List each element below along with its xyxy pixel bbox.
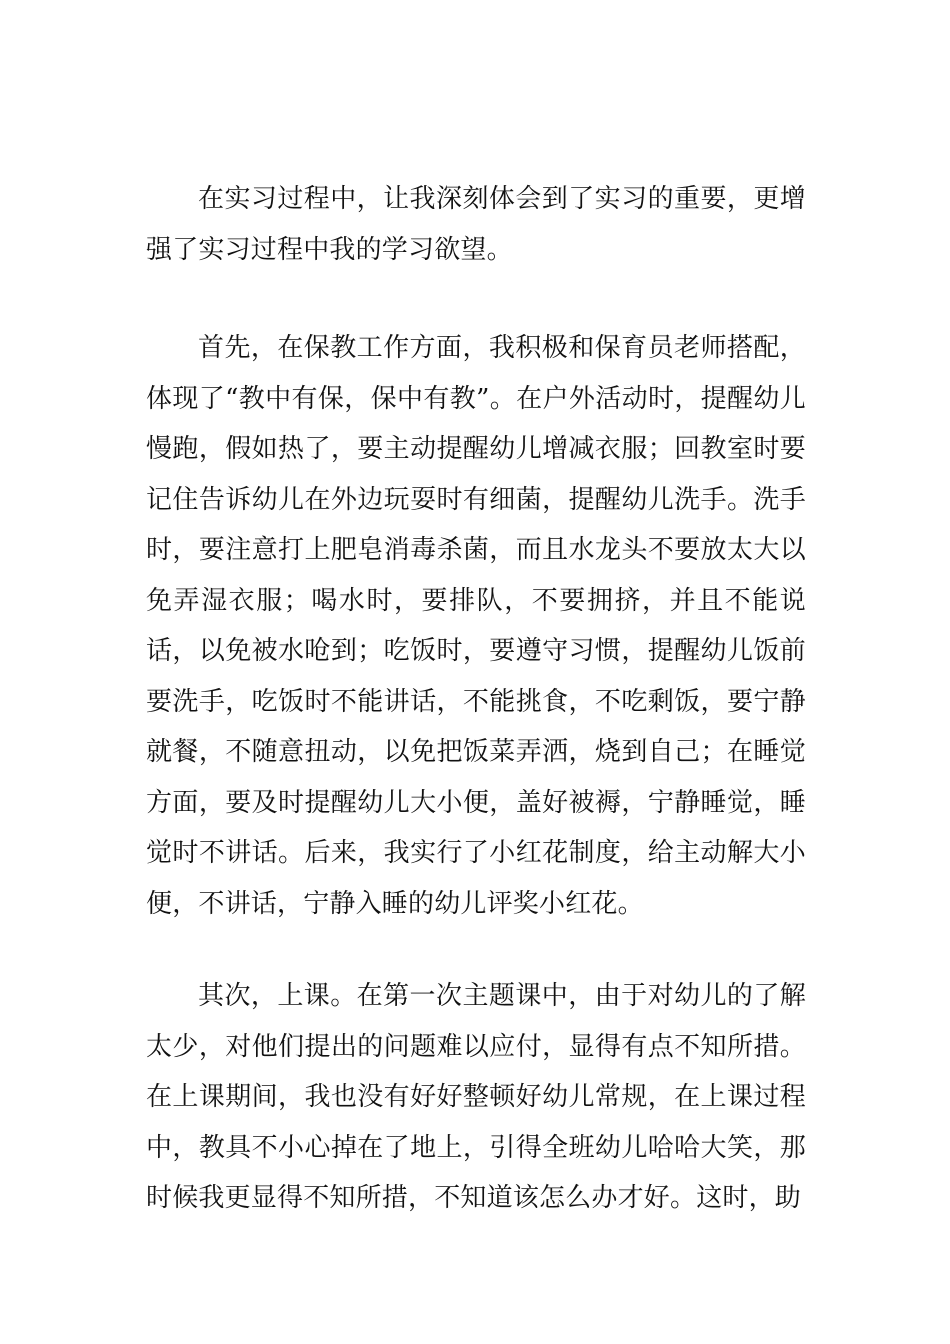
paragraph-internship-reflection: 在实习过程中，让我深刻体会到了实习的重要，更增强了实习过程中我的学习欲望。 [146,184,806,265]
paragraph-childcare-work: 首先，在保教工作方面，我积极和保育员老师搭配，体现了“教中有保，保中有教”。在户外活动时，提醒幼儿慢跑，假如热了，要主动提醒幼儿增减衣服；回教室时要记住告诉幼儿在外边玩耍时有细菌，提醒幼儿洗手。洗手时，要注意打上肥皂消毒杀菌，而且水龙头不要放太大以免弄湿衣服；喝水时，要排队，不要拥挤，并且不能说话，以免被水呛到；吃饭时，要遵守习惯，提醒幼儿饭前要洗手，吃饭时不能讲话，不能挑食，不吃剩饭，要宁静就餐，不随意扭动，以免把饭菜弄洒，烧到自己；在睡觉方面，要及时提醒幼儿大小便，盖好被褥，宁静睡觉，睡觉时不讲话。后来，我实行了小红花制度，给主动解大小便，不讲话，宁静入睡的幼儿评奖小红花。 [146,333,806,919]
paragraph-teaching-class: 其次，上课。在第一次主题课中，由于对幼儿的了解太少，对他们提出的问题难以应付，显得有点不知所措。在上课期间，我也没有好好整顿好幼儿常规，在上课过程中，教具不小心掉在了地上，引得全班幼儿哈哈大笑，那时候我更显得不知所措，不知道该怎么办才好。这时，助 [146,981,806,1213]
